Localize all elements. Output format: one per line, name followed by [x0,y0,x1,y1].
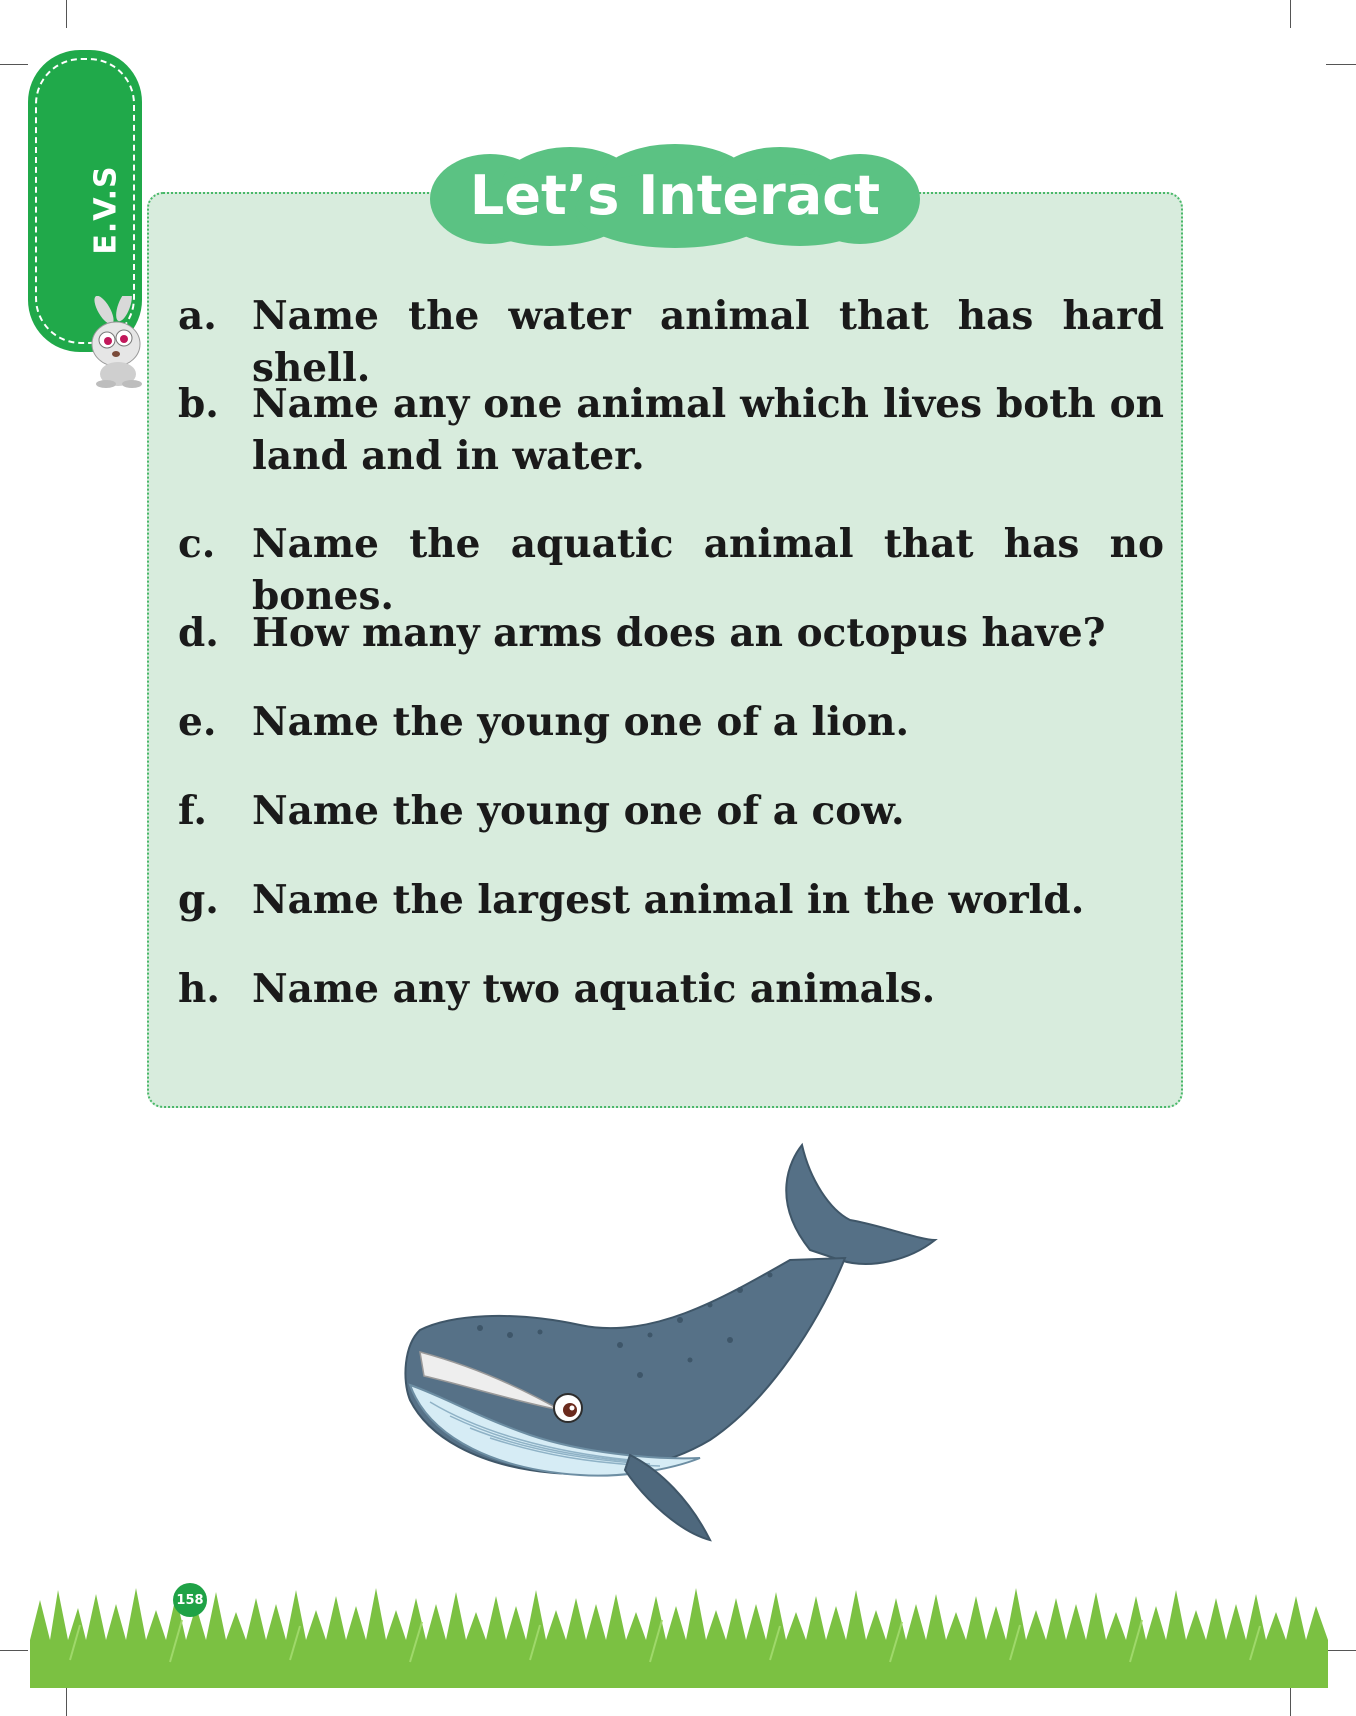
crop-mark [1290,0,1291,28]
question-letter: h. [178,966,220,1012]
page-number-badge: 158 [173,1583,207,1617]
question-letter: a. [178,293,217,339]
crop-mark [66,0,67,28]
question-item [178,874,1164,926]
question-text: Name the aquatic animal that has no bones. [252,521,1164,619]
crop-mark [0,1650,28,1651]
whale-illustration [390,1140,950,1560]
question-text: Name any two aquatic animals. [252,966,936,1012]
question-letter: e. [178,699,217,745]
question-text: How many arms does an octopus have? [252,610,1106,656]
question-letter: d. [178,610,219,656]
crop-mark [1326,1650,1356,1651]
question-item [178,963,1164,1015]
subject-label: E.V.S [88,165,124,255]
crop-mark [66,1688,67,1716]
question-text: Name the water animal that has hard shell. [252,293,1164,391]
question-text: Name any one animal which lives both on land and in water. [252,381,1164,479]
section-title: Let’s Interact [469,163,881,227]
question-item [178,607,1164,659]
question-letter: c. [178,521,216,567]
question-letter: b. [178,381,219,427]
question-text: Name the young one of a lion. [252,699,910,745]
crop-mark [1326,64,1356,65]
grass-strip [30,1570,1328,1688]
question-letter: f. [178,788,207,834]
question-text: Name the young one of a cow. [252,788,905,834]
crop-mark [1290,1688,1291,1716]
question-letter: g. [178,877,219,923]
question-item [178,785,1164,837]
question-item [178,378,1164,482]
question-text: Name the largest animal in the world. [252,877,1085,923]
crop-mark [0,64,28,65]
question-item [178,696,1164,748]
